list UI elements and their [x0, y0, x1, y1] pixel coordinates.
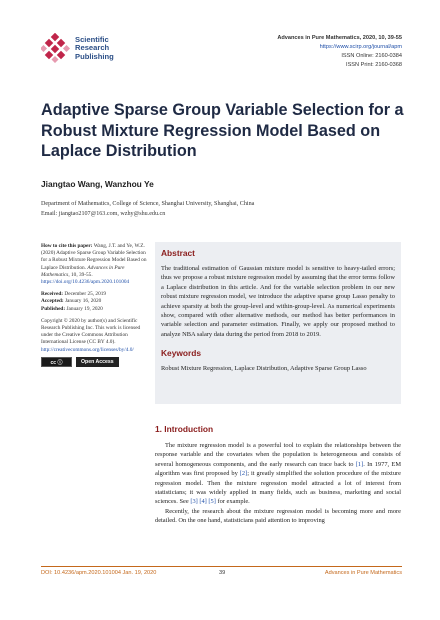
reference-link-1[interactable]: [1] [355, 460, 364, 468]
keywords-heading: Keywords [161, 348, 202, 358]
footer-divider [41, 566, 402, 567]
section-heading-introduction: 1. Introduction [155, 424, 214, 434]
cc-by-icon[interactable]: cc ⓘ [41, 357, 72, 367]
intro-paragraph-1: The mixture regression model is a powerful tool to explain the relationships between the response variable and the covariates when the population is heterogeneous and consists of several homogeneous components, and the early research can trace back to [1]. In 1977, EM algorithm was first proposed by [2]; it greatly simplified the solution procedure of the mixture regression model. Then the mixture regression model attracted a lot of interest from statisticians; it was widely applied in many fields, such as business, marketing and social sciences. See [3] [4] [5] for example. [155, 442, 401, 506]
abstract-heading: Abstract [161, 248, 195, 258]
copyright: Copyright © 2020 by author(s) and Scientific Research Publishing Inc. This work is licensed under the Creative Commons Attribution International License (CC BY 4.0). http://creativecommons.org/licenses/by/4.0/ cc ⓘ Open Access [41, 318, 153, 367]
intro-paragraph-2: Recently, the research about the mixture regression model is becoming more and more detailed. On the one hand, statisticians paid attention to improving [155, 507, 401, 525]
publisher-name: Scientific Research Publishing [75, 35, 114, 61]
keywords-text: Robust Mixture Regression, Laplace Distribution, Adaptive Sparse Group Lasso [161, 365, 367, 372]
journal-url-link[interactable]: https://www.scirp.org/journal/apm [319, 44, 402, 50]
page-number: 39 [219, 570, 226, 576]
issn-print: ISSN Print: 2160-0368 [346, 62, 402, 68]
issn-online: ISSN Online: 2160-0384 [341, 53, 402, 59]
reference-link-3-5[interactable]: [3] [4] [5] [190, 498, 216, 506]
affiliation-block [41, 199, 254, 219]
journal-info [277, 34, 402, 70]
article-sidebar [41, 243, 153, 372]
open-access-badge: Open Access [76, 357, 119, 367]
publisher-logo [41, 33, 201, 69]
article-authors: Jiangtao Wang, Wanzhou Ye [41, 179, 154, 189]
how-to-cite: How to cite this paper: Wang, J.T. and Ye, W.Z. (2020) Adaptive Sparse Group Variable Selection for a Robust Mixture Regression Model Based on Laplace Distribution. Advances in Pure Mathematics, 10, 39-55. https://doi.org/10.4236/apm.2020.101004 [41, 243, 147, 286]
email-line[interactable]: Email: jiangtao2107@163.com, wzhy@shu.edu.cn [41, 211, 166, 217]
abstract-text: The traditional estimation of Gaussian mixture model is sensitive to heavy-tailed errors; thus we propose a robust mixture regression model by assuming that the error terms follow a Laplace distribution in this article. And for the variable selection problem in our new robust mixture regression model, we introduce the adaptive sparse group Lasso penalty to achieve sparsity at both the group-level and within-group-level. As numerical experiments show, compared with other alternative methods, our method has better performances in variable selection and parameter estimation. Finally, we apply our proposed method to analyze NBA salary data during the period from 2018 to 2019. [161, 265, 395, 338]
reference-link-2[interactable]: [2] [239, 470, 248, 478]
footer-journal: Advances in Pure Mathematics [324, 570, 402, 576]
keywords-box [155, 342, 401, 404]
article-title: Adaptive Sparse Group Variable Selection for a Robust Mixture Regression Model Based on Laplace Distribution [41, 101, 404, 160]
footer-doi: DOI: 10.4236/apm.2020.101004 Jan. 19, 2020 [41, 570, 157, 576]
doi-link[interactable]: https://doi.org/10.4236/apm.2020.101004 [41, 279, 130, 286]
publisher-logo-icon [41, 33, 71, 63]
introduction-body [155, 441, 401, 526]
dates: Received: December 25, 2019 Accepted: January 16, 2020 Published: January 19, 2020 [41, 291, 107, 312]
license-link[interactable]: http://creativecommons.org/licenses/by/4.0/ [41, 346, 134, 353]
license-badges [41, 357, 153, 367]
journal-citation: Advances in Pure Mathematics, 2020, 10, 39-55 [277, 35, 402, 41]
affiliation: Department of Mathematics, College of Science, Shanghai University, Shanghai, China [41, 201, 255, 207]
